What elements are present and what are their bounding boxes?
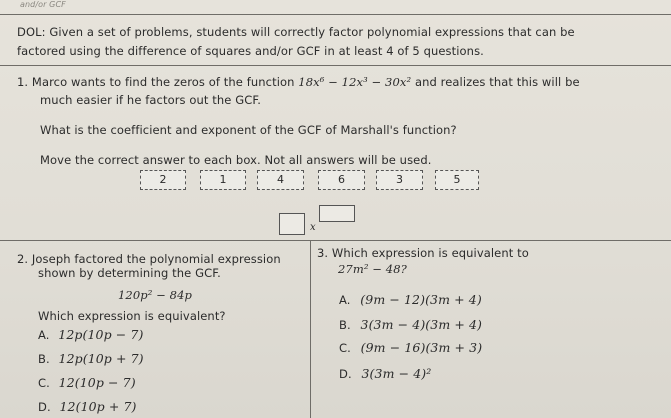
q3-option-b-letter: B. xyxy=(339,318,351,332)
answer-tile-4[interactable]: 4 xyxy=(257,170,304,190)
q2-option-a[interactable] xyxy=(38,327,143,342)
exponent-drop-box[interactable] xyxy=(319,205,355,222)
q2-option-c-text: 12(10p − 7) xyxy=(58,375,136,390)
q3-option-d-letter: D. xyxy=(339,367,352,381)
q2-question: Which expression is equivalent? xyxy=(38,309,226,323)
q3-option-c-letter: C. xyxy=(339,341,351,355)
faded-header-text: and/or GCF xyxy=(20,0,66,9)
column-divider xyxy=(310,240,311,418)
q2-option-b-text: 12p(10p + 7) xyxy=(58,351,144,366)
q2-option-c-letter: C. xyxy=(38,376,50,390)
answer-tile-2[interactable]: 2 xyxy=(140,170,186,190)
q3-option-a-letter: A. xyxy=(339,293,351,307)
q3-option-a[interactable] xyxy=(339,292,482,307)
q2-option-a-letter: A. xyxy=(38,328,50,342)
q2-option-d-text: 12(10p + 7) xyxy=(59,399,137,414)
q2-option-c[interactable] xyxy=(38,375,136,390)
divider-q1 xyxy=(0,240,671,241)
q2-line-1: 2. Joseph factored the polynomial expression xyxy=(17,252,281,266)
q3-option-d-text: 3(3m − 4)² xyxy=(361,366,432,381)
q2-option-b-letter: B. xyxy=(38,352,50,366)
answer-tile-1[interactable]: 1 xyxy=(200,170,246,190)
q3-option-d[interactable] xyxy=(339,366,431,381)
q1-line-1 xyxy=(17,75,580,89)
q2-option-b[interactable] xyxy=(38,351,144,366)
q2-option-a-text: 12p(10p − 7) xyxy=(58,327,144,342)
q2-option-d[interactable] xyxy=(38,399,137,414)
divider-dol xyxy=(0,65,671,66)
times-symbol: x xyxy=(310,222,316,233)
dol-line-2: factored using the difference of squares and/or GCF in at least 4 of 5 questions. xyxy=(17,44,484,58)
q1-question: What is the coefficient and exponent of the GCF of Marshall's function? xyxy=(40,123,457,137)
q3-line-1: 3. Which expression is equivalent to xyxy=(317,246,529,260)
q2-line-2: shown by determining the GCF. xyxy=(38,266,221,280)
q3-option-c[interactable] xyxy=(339,340,482,355)
q1-instruction: Move the correct answer to each box. Not all answers will be used. xyxy=(40,153,432,167)
q3-expression: 27m² − 48? xyxy=(338,262,407,276)
answer-tile-5[interactable]: 5 xyxy=(435,170,479,190)
coefficient-drop-box[interactable] xyxy=(279,213,305,235)
dol-line-1: DOL: Given a set of problems, students will correctly factor polynomial expressions that can be xyxy=(17,25,575,39)
q3-option-a-text: (9m − 12)(3m + 4) xyxy=(360,292,482,307)
answer-tile-6[interactable]: 6 xyxy=(318,170,365,190)
answer-tile-3[interactable]: 3 xyxy=(376,170,423,190)
q3-option-b[interactable] xyxy=(339,317,482,332)
q1-line-2: much easier if he factors out the GCF. xyxy=(40,93,261,107)
q2-option-d-letter: D. xyxy=(38,400,51,414)
q3-option-b-text: 3(3m − 4)(3m + 4) xyxy=(360,317,483,332)
q1-function: 18x⁶ − 12x³ − 30x² xyxy=(298,75,412,89)
q1-line-1-end: and realizes that this will be xyxy=(414,75,580,89)
q2-expression: 120p² − 84p xyxy=(118,288,192,302)
q3-option-c-text: (9m − 16)(3m + 3) xyxy=(360,340,483,355)
divider-top xyxy=(0,14,671,15)
q1-line-1-start: 1. Marco wants to find the zeros of the function xyxy=(17,75,295,89)
